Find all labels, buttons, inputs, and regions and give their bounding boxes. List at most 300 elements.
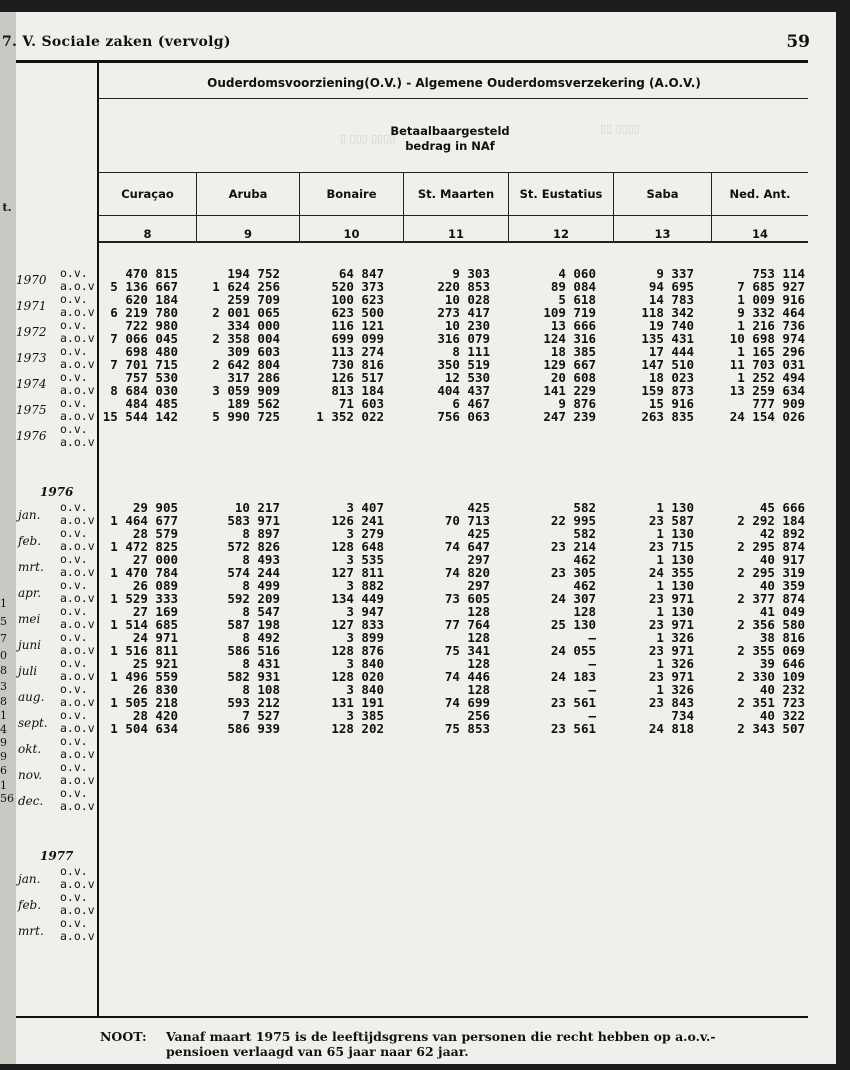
table-cell: 734 bbox=[671, 708, 694, 723]
col-header-st-maarten: St. Maarten bbox=[417, 187, 495, 201]
table-cell: 2 356 580 bbox=[737, 617, 805, 632]
row-label-aov: a.o.v. bbox=[60, 409, 102, 423]
year-label: 1971 bbox=[16, 299, 47, 313]
table-cell: 13 666 bbox=[550, 318, 596, 333]
table-cell: — bbox=[588, 708, 596, 723]
table-cell: 24 307 bbox=[550, 591, 596, 606]
table-cell: 259 709 bbox=[227, 292, 280, 307]
row-label-aov: a.o.v. bbox=[60, 383, 102, 397]
table-cell: 5 136 667 bbox=[110, 279, 178, 294]
row-label-ov: o.v. bbox=[60, 292, 88, 306]
row-label-ov: o.v. bbox=[60, 318, 88, 332]
table-cell: 6 219 780 bbox=[110, 305, 178, 320]
previous-page-edge bbox=[0, 12, 16, 1064]
table-cell: 1 130 bbox=[656, 500, 694, 515]
margin-fragment: 9 bbox=[0, 750, 7, 763]
row-label-ov: o.v. bbox=[60, 500, 88, 514]
table-cell: 126 241 bbox=[331, 513, 384, 528]
table-cell: 620 184 bbox=[125, 292, 178, 307]
col-number: 8 bbox=[143, 227, 152, 241]
margin-fragment: 6 bbox=[0, 764, 7, 777]
year-label: 1973 bbox=[16, 351, 47, 365]
header-rule bbox=[16, 60, 808, 63]
margin-fragment: 3 bbox=[0, 680, 7, 693]
row-label-aov: a.o.v. bbox=[60, 695, 102, 709]
colname-rule bbox=[99, 215, 808, 216]
table-cell: 10 217 bbox=[234, 500, 280, 515]
table-cell: 13 259 634 bbox=[729, 383, 805, 398]
show-through: ▯ ▯▯▯ ▯▯▯▯ bbox=[340, 132, 396, 145]
table-cell: 3 279 bbox=[346, 526, 384, 541]
table-cell: 40 359 bbox=[759, 578, 805, 593]
table-cell: 1 352 022 bbox=[316, 409, 384, 424]
month-label: sept. bbox=[18, 716, 48, 730]
table-cell: 19 740 bbox=[648, 318, 694, 333]
table-cell: 23 971 bbox=[648, 617, 694, 632]
show-through: ▯▯ ▯▯▯▯ bbox=[600, 122, 640, 135]
table-cell: 404 437 bbox=[437, 383, 490, 398]
table-cell: 7 701 715 bbox=[110, 357, 178, 372]
table-cell: 1 326 bbox=[656, 630, 694, 645]
table-cell: 131 191 bbox=[331, 695, 384, 710]
table-cell: 572 826 bbox=[227, 539, 280, 554]
row-label-aov: a.o.v. bbox=[60, 435, 102, 449]
row-label-ov: o.v. bbox=[60, 760, 88, 774]
table-cell: 2 295 874 bbox=[737, 539, 805, 554]
table-cell: 582 bbox=[573, 500, 596, 515]
margin-fragment: 1 bbox=[0, 779, 7, 792]
table-cell: 1 130 bbox=[656, 578, 694, 593]
table-cell: 25 130 bbox=[550, 617, 596, 632]
table-cell: 124 316 bbox=[543, 331, 596, 346]
table-cell: 1 165 296 bbox=[737, 344, 805, 359]
year-label: 1975 bbox=[16, 403, 47, 417]
table-cell: 118 342 bbox=[641, 305, 694, 320]
table-cell: 40 917 bbox=[759, 552, 805, 567]
table-cell: 41 049 bbox=[759, 604, 805, 619]
row-label-ov: o.v. bbox=[60, 656, 88, 670]
table-cell: 194 752 bbox=[227, 266, 280, 281]
col-number: 12 bbox=[552, 227, 569, 241]
table-cell: 2 377 874 bbox=[737, 591, 805, 606]
table-cell: 15 544 142 bbox=[102, 409, 178, 424]
table-cell: 1 470 784 bbox=[110, 565, 178, 580]
table-cell: 813 184 bbox=[331, 383, 384, 398]
table-cell: 7 685 927 bbox=[737, 279, 805, 294]
row-label-aov: a.o.v. bbox=[60, 903, 102, 917]
table-cell: 141 229 bbox=[543, 383, 596, 398]
table-cell: 593 212 bbox=[227, 695, 280, 710]
row-label-ov: o.v. bbox=[60, 422, 88, 436]
table-cell: 1 326 bbox=[656, 656, 694, 671]
col-number: 13 bbox=[654, 227, 671, 241]
table-cell: 247 239 bbox=[543, 409, 596, 424]
col-number: 14 bbox=[751, 227, 768, 241]
table-cell: 128 bbox=[467, 656, 490, 671]
col-header-saba: Saba bbox=[646, 187, 679, 201]
table-cell: 23 715 bbox=[648, 539, 694, 554]
table-cell: 1 496 559 bbox=[110, 669, 178, 684]
table-cell: 8 499 bbox=[242, 578, 280, 593]
table-cell: 699 099 bbox=[331, 331, 384, 346]
table-cell: 128 bbox=[467, 604, 490, 619]
row-label-aov: a.o.v. bbox=[60, 357, 102, 371]
month-label: mei bbox=[18, 612, 41, 626]
month-label: dec. bbox=[18, 794, 44, 808]
table-cell: 23 305 bbox=[550, 565, 596, 580]
table-cell: 586 939 bbox=[227, 721, 280, 736]
table-cell: 8 493 bbox=[242, 552, 280, 567]
table-cell: 10 698 974 bbox=[729, 331, 805, 346]
table-cell: 730 816 bbox=[331, 357, 384, 372]
table-cell: 113 274 bbox=[331, 344, 384, 359]
table-cell: 23 843 bbox=[648, 695, 694, 710]
margin-fragment: 0 bbox=[0, 649, 7, 662]
table-cell: 11 703 031 bbox=[729, 357, 805, 372]
row-label-ov: o.v. bbox=[60, 630, 88, 644]
table-cell: 1 624 256 bbox=[212, 279, 280, 294]
row-label-aov: a.o.v. bbox=[60, 799, 102, 813]
table-cell: 42 892 bbox=[759, 526, 805, 541]
table-cell: 159 873 bbox=[641, 383, 694, 398]
row-label-ov: o.v. bbox=[60, 266, 88, 280]
table-cell: 2 358 004 bbox=[212, 331, 280, 346]
table-cell: 25 921 bbox=[132, 656, 178, 671]
table-cell: 1 529 333 bbox=[110, 591, 178, 606]
table-cell: 5 990 725 bbox=[212, 409, 280, 424]
table-cell: — bbox=[588, 682, 596, 697]
table-cell: 574 244 bbox=[227, 565, 280, 580]
table-cell: 316 079 bbox=[437, 331, 490, 346]
margin-fragment: 5 bbox=[0, 615, 7, 628]
table-cell: 2 001 065 bbox=[212, 305, 280, 320]
table-cell: 74 699 bbox=[444, 695, 490, 710]
table-cell: 2 292 184 bbox=[737, 513, 805, 528]
row-label-aov: a.o.v. bbox=[60, 305, 102, 319]
table-cell: 26 089 bbox=[132, 578, 178, 593]
table-cell: 1 514 685 bbox=[110, 617, 178, 632]
table-cell: 3 059 909 bbox=[212, 383, 280, 398]
chapter-header bbox=[2, 34, 231, 50]
table-cell: 40 322 bbox=[759, 708, 805, 723]
year-label: 1977 bbox=[40, 849, 74, 863]
bottom-rule bbox=[16, 1016, 808, 1018]
year-label: 1970 bbox=[16, 273, 47, 287]
row-label-aov: a.o.v. bbox=[60, 565, 102, 579]
table-cell: 1 464 677 bbox=[110, 513, 178, 528]
month-label: feb. bbox=[18, 534, 42, 548]
table-cell: 147 510 bbox=[641, 357, 694, 372]
table-cell: 40 232 bbox=[759, 682, 805, 697]
table-cell: 582 bbox=[573, 526, 596, 541]
table-cell: 74 820 bbox=[444, 565, 490, 580]
note-label: NOOT: bbox=[100, 1029, 147, 1044]
table-cell: 20 608 bbox=[550, 370, 596, 385]
col-number: 9 bbox=[243, 227, 252, 241]
table-cell: 8 684 030 bbox=[110, 383, 178, 398]
table-cell: 1 505 218 bbox=[110, 695, 178, 710]
col-number: 11 bbox=[447, 227, 464, 241]
table-cell: 1 516 811 bbox=[110, 643, 178, 658]
margin-fragment: 4 bbox=[0, 723, 7, 736]
table-cell: 317 286 bbox=[227, 370, 280, 385]
table-cell: 10 230 bbox=[444, 318, 490, 333]
col-header-bonaire: Bonaire bbox=[326, 187, 377, 201]
table-cell: 582 931 bbox=[227, 669, 280, 684]
row-label-aov: a.o.v. bbox=[60, 721, 102, 735]
table-cell: — bbox=[588, 630, 596, 645]
month-label: nov. bbox=[18, 768, 43, 782]
table-cell: 3 385 bbox=[346, 708, 384, 723]
table-cell: 8 111 bbox=[452, 344, 490, 359]
table-cell: 334 000 bbox=[227, 318, 280, 333]
table-cell: 23 587 bbox=[648, 513, 694, 528]
table-cell: 22 995 bbox=[550, 513, 596, 528]
table-cell: 470 815 bbox=[125, 266, 178, 281]
table-cell: 23 971 bbox=[648, 591, 694, 606]
table-cell: 425 bbox=[467, 500, 490, 515]
table-cell: 2 330 109 bbox=[737, 669, 805, 684]
table-cell: 7 066 045 bbox=[110, 331, 178, 346]
table-cell: 6 467 bbox=[452, 396, 490, 411]
table-cell: 3 840 bbox=[346, 656, 384, 671]
table-cell: 484 485 bbox=[125, 396, 178, 411]
table-cell: 2 642 804 bbox=[212, 357, 280, 372]
table-cell: 9 332 464 bbox=[737, 305, 805, 320]
month-label: jan. bbox=[18, 872, 41, 886]
month-label: aug. bbox=[18, 690, 45, 704]
table-cell: 297 bbox=[467, 578, 490, 593]
col-header-ned-ant: Ned. Ant. bbox=[729, 187, 791, 201]
col-header-curacao: Curaçao bbox=[121, 187, 174, 201]
table-cell: 1 130 bbox=[656, 604, 694, 619]
table-cell: 8 897 bbox=[242, 526, 280, 541]
table-cell: 2 355 069 bbox=[737, 643, 805, 658]
table-cell: 23 561 bbox=[550, 695, 596, 710]
table-cell: 128 020 bbox=[331, 669, 384, 684]
table-cell: 462 bbox=[573, 552, 596, 567]
table-cell: 24 818 bbox=[648, 721, 694, 736]
table-cell: 127 811 bbox=[331, 565, 384, 580]
table-cell: 698 480 bbox=[125, 344, 178, 359]
table-cell: 8 431 bbox=[242, 656, 280, 671]
row-label-aov: a.o.v. bbox=[60, 877, 102, 891]
table-cell: 71 603 bbox=[338, 396, 384, 411]
table-cell: 77 764 bbox=[444, 617, 490, 632]
table-cell: 520 373 bbox=[331, 279, 384, 294]
row-label-ov: o.v. bbox=[60, 396, 88, 410]
row-label-aov: a.o.v. bbox=[60, 669, 102, 683]
table-cell: 462 bbox=[573, 578, 596, 593]
margin-fragment: 8 bbox=[0, 664, 7, 677]
table-cell: 18 023 bbox=[648, 370, 694, 385]
table-cell: 2 351 723 bbox=[737, 695, 805, 710]
table-cell: 23 971 bbox=[648, 669, 694, 684]
table-cell: 7 527 bbox=[242, 708, 280, 723]
table-cell: 1 130 bbox=[656, 552, 694, 567]
table-cell: 100 623 bbox=[331, 292, 384, 307]
table-cell: 28 579 bbox=[132, 526, 178, 541]
row-label-ov: o.v. bbox=[60, 734, 88, 748]
table-cell: 75 341 bbox=[444, 643, 490, 658]
month-label: mrt. bbox=[18, 924, 44, 938]
table-cell: 24 183 bbox=[550, 669, 596, 684]
table-cell: 18 385 bbox=[550, 344, 596, 359]
colnum-rule bbox=[99, 241, 808, 243]
table-cell: 24 154 026 bbox=[729, 409, 805, 424]
margin-fragment: 7 bbox=[0, 632, 7, 645]
year-label: 1972 bbox=[16, 325, 47, 339]
margin-fragment: 56 bbox=[0, 792, 14, 805]
row-label-aov: a.o.v. bbox=[60, 279, 102, 293]
month-label: jan. bbox=[18, 508, 41, 522]
left-fragment: 7. bbox=[2, 34, 18, 50]
year-label: 1976 bbox=[16, 429, 47, 443]
table-cell: 756 063 bbox=[437, 409, 490, 424]
table-cell: 587 198 bbox=[227, 617, 280, 632]
table-cell: 74 647 bbox=[444, 539, 490, 554]
table-cell: 583 971 bbox=[227, 513, 280, 528]
table-cell: 24 355 bbox=[648, 565, 694, 580]
table-cell: 74 446 bbox=[444, 669, 490, 684]
table-cell: 3 407 bbox=[346, 500, 384, 515]
margin-fragment: 9 bbox=[0, 736, 7, 749]
table-cell: 1 504 634 bbox=[110, 721, 178, 736]
table-cell: 23 561 bbox=[550, 721, 596, 736]
table-cell: 4 060 bbox=[558, 266, 596, 281]
margin-fragment: 1 bbox=[0, 709, 7, 722]
row-label-aov: a.o.v. bbox=[60, 643, 102, 657]
table-cell: 9 303 bbox=[452, 266, 490, 281]
table-cell: 38 816 bbox=[759, 630, 805, 645]
row-label-ov: o.v. bbox=[60, 916, 88, 930]
table-cell: 777 909 bbox=[752, 396, 805, 411]
table-cell: 1 326 bbox=[656, 682, 694, 697]
table-cell: 128 876 bbox=[331, 643, 384, 658]
table-cell: 73 605 bbox=[444, 591, 490, 606]
table-cell: 128 bbox=[467, 682, 490, 697]
row-label-ov: o.v. bbox=[60, 578, 88, 592]
table-cell: 256 bbox=[467, 708, 490, 723]
table-cell: 722 980 bbox=[125, 318, 178, 333]
table-cell: 39 646 bbox=[759, 656, 805, 671]
table-cell: 128 202 bbox=[331, 721, 384, 736]
table-cell: 70 713 bbox=[444, 513, 490, 528]
table-subtitle: Betaalbaargesteld bedrag in NAf bbox=[390, 124, 510, 153]
table-cell: 425 bbox=[467, 526, 490, 541]
table-cell: 273 417 bbox=[437, 305, 490, 320]
month-label: juli bbox=[18, 664, 38, 678]
month-label: feb. bbox=[18, 898, 42, 912]
table-cell: 64 847 bbox=[338, 266, 384, 281]
table-cell: 9 876 bbox=[558, 396, 596, 411]
table-cell: 757 530 bbox=[125, 370, 178, 385]
year-label: 1974 bbox=[16, 377, 47, 391]
row-label-ov: o.v. bbox=[60, 526, 88, 540]
table-cell: 263 835 bbox=[641, 409, 694, 424]
table-title: Ouderdomsvoorziening(O.V.) - Algemene Ouderdomsverzekering (A.O.V.) bbox=[207, 76, 701, 90]
table-cell: 23 214 bbox=[550, 539, 596, 554]
table-cell: 10 028 bbox=[444, 292, 490, 307]
table-cell: 135 431 bbox=[641, 331, 694, 346]
table-cell: 1 130 bbox=[656, 526, 694, 541]
subtitle-rule bbox=[99, 172, 808, 173]
table-cell: 3 535 bbox=[346, 552, 384, 567]
table-cell: 128 bbox=[573, 604, 596, 619]
table-cell: 189 562 bbox=[227, 396, 280, 411]
table-cell: 8 108 bbox=[242, 682, 280, 697]
table-cell: 27 000 bbox=[132, 552, 178, 567]
row-label-ov: o.v. bbox=[60, 552, 88, 566]
col-header-aruba: Aruba bbox=[228, 187, 268, 201]
chapter-title: V. Sociale zaken (vervolg) bbox=[22, 34, 231, 50]
row-label-aov: a.o.v. bbox=[60, 773, 102, 787]
note-text: Vanaf maart 1975 is de leeftijdsgrens van personen die recht hebben op a.o.v.-pensioen verlaagd van 65 jaar naar 62 jaar. bbox=[166, 1029, 716, 1059]
page-number: 59 bbox=[786, 32, 810, 52]
table-cell: 109 719 bbox=[543, 305, 596, 320]
row-label-ov: o.v. bbox=[60, 604, 88, 618]
table-cell: 297 bbox=[467, 552, 490, 567]
table-cell: 27 169 bbox=[132, 604, 178, 619]
table-cell: 116 121 bbox=[331, 318, 384, 333]
row-label-aov: a.o.v. bbox=[60, 747, 102, 761]
table-cell: 26 830 bbox=[132, 682, 178, 697]
year-label: 1976 bbox=[40, 485, 74, 499]
row-label-ov: o.v. bbox=[60, 344, 88, 358]
row-label-aov: a.o.v. bbox=[60, 331, 102, 345]
table-cell: 309 603 bbox=[227, 344, 280, 359]
table-cell: 9 337 bbox=[656, 266, 694, 281]
margin-fragment: 8 bbox=[0, 695, 7, 708]
table-cell: 89 084 bbox=[550, 279, 596, 294]
month-label: okt. bbox=[18, 742, 42, 756]
table-cell: 15 916 bbox=[648, 396, 694, 411]
title-rule bbox=[99, 98, 808, 99]
table-cell: 45 666 bbox=[759, 500, 805, 515]
table-cell: 3 947 bbox=[346, 604, 384, 619]
table-cell: 129 667 bbox=[543, 357, 596, 372]
table-cell: 94 695 bbox=[648, 279, 694, 294]
table-cell: 75 853 bbox=[444, 721, 490, 736]
table-cell: 12 530 bbox=[444, 370, 490, 385]
table-cell: 8 547 bbox=[242, 604, 280, 619]
table-cell: 1 216 736 bbox=[737, 318, 805, 333]
table-cell: 8 492 bbox=[242, 630, 280, 645]
table-cell: 5 618 bbox=[558, 292, 596, 307]
table-cell: 24 055 bbox=[550, 643, 596, 658]
table-cell: 126 517 bbox=[331, 370, 384, 385]
row-label-aov: a.o.v. bbox=[60, 929, 102, 943]
table-cell: 623 500 bbox=[331, 305, 384, 320]
table-cell: 586 516 bbox=[227, 643, 280, 658]
row-header-fragment: t. bbox=[2, 200, 12, 214]
table-cell: 2 343 507 bbox=[737, 721, 805, 736]
month-label: apr. bbox=[18, 586, 42, 600]
col-number: 10 bbox=[343, 227, 360, 241]
table-cell: 1 009 916 bbox=[737, 292, 805, 307]
table-cell: 24 971 bbox=[132, 630, 178, 645]
row-label-ov: o.v. bbox=[60, 682, 88, 696]
month-label: mrt. bbox=[18, 560, 44, 574]
table-cell: 29 905 bbox=[132, 500, 178, 515]
row-label-aov: a.o.v. bbox=[60, 617, 102, 631]
table-cell: 127 833 bbox=[331, 617, 384, 632]
row-label-aov: a.o.v. bbox=[60, 591, 102, 605]
table-cell: 17 444 bbox=[648, 344, 694, 359]
table-cell: 220 853 bbox=[437, 279, 490, 294]
table-cell: 128 648 bbox=[331, 539, 384, 554]
month-label: juni bbox=[18, 638, 42, 652]
